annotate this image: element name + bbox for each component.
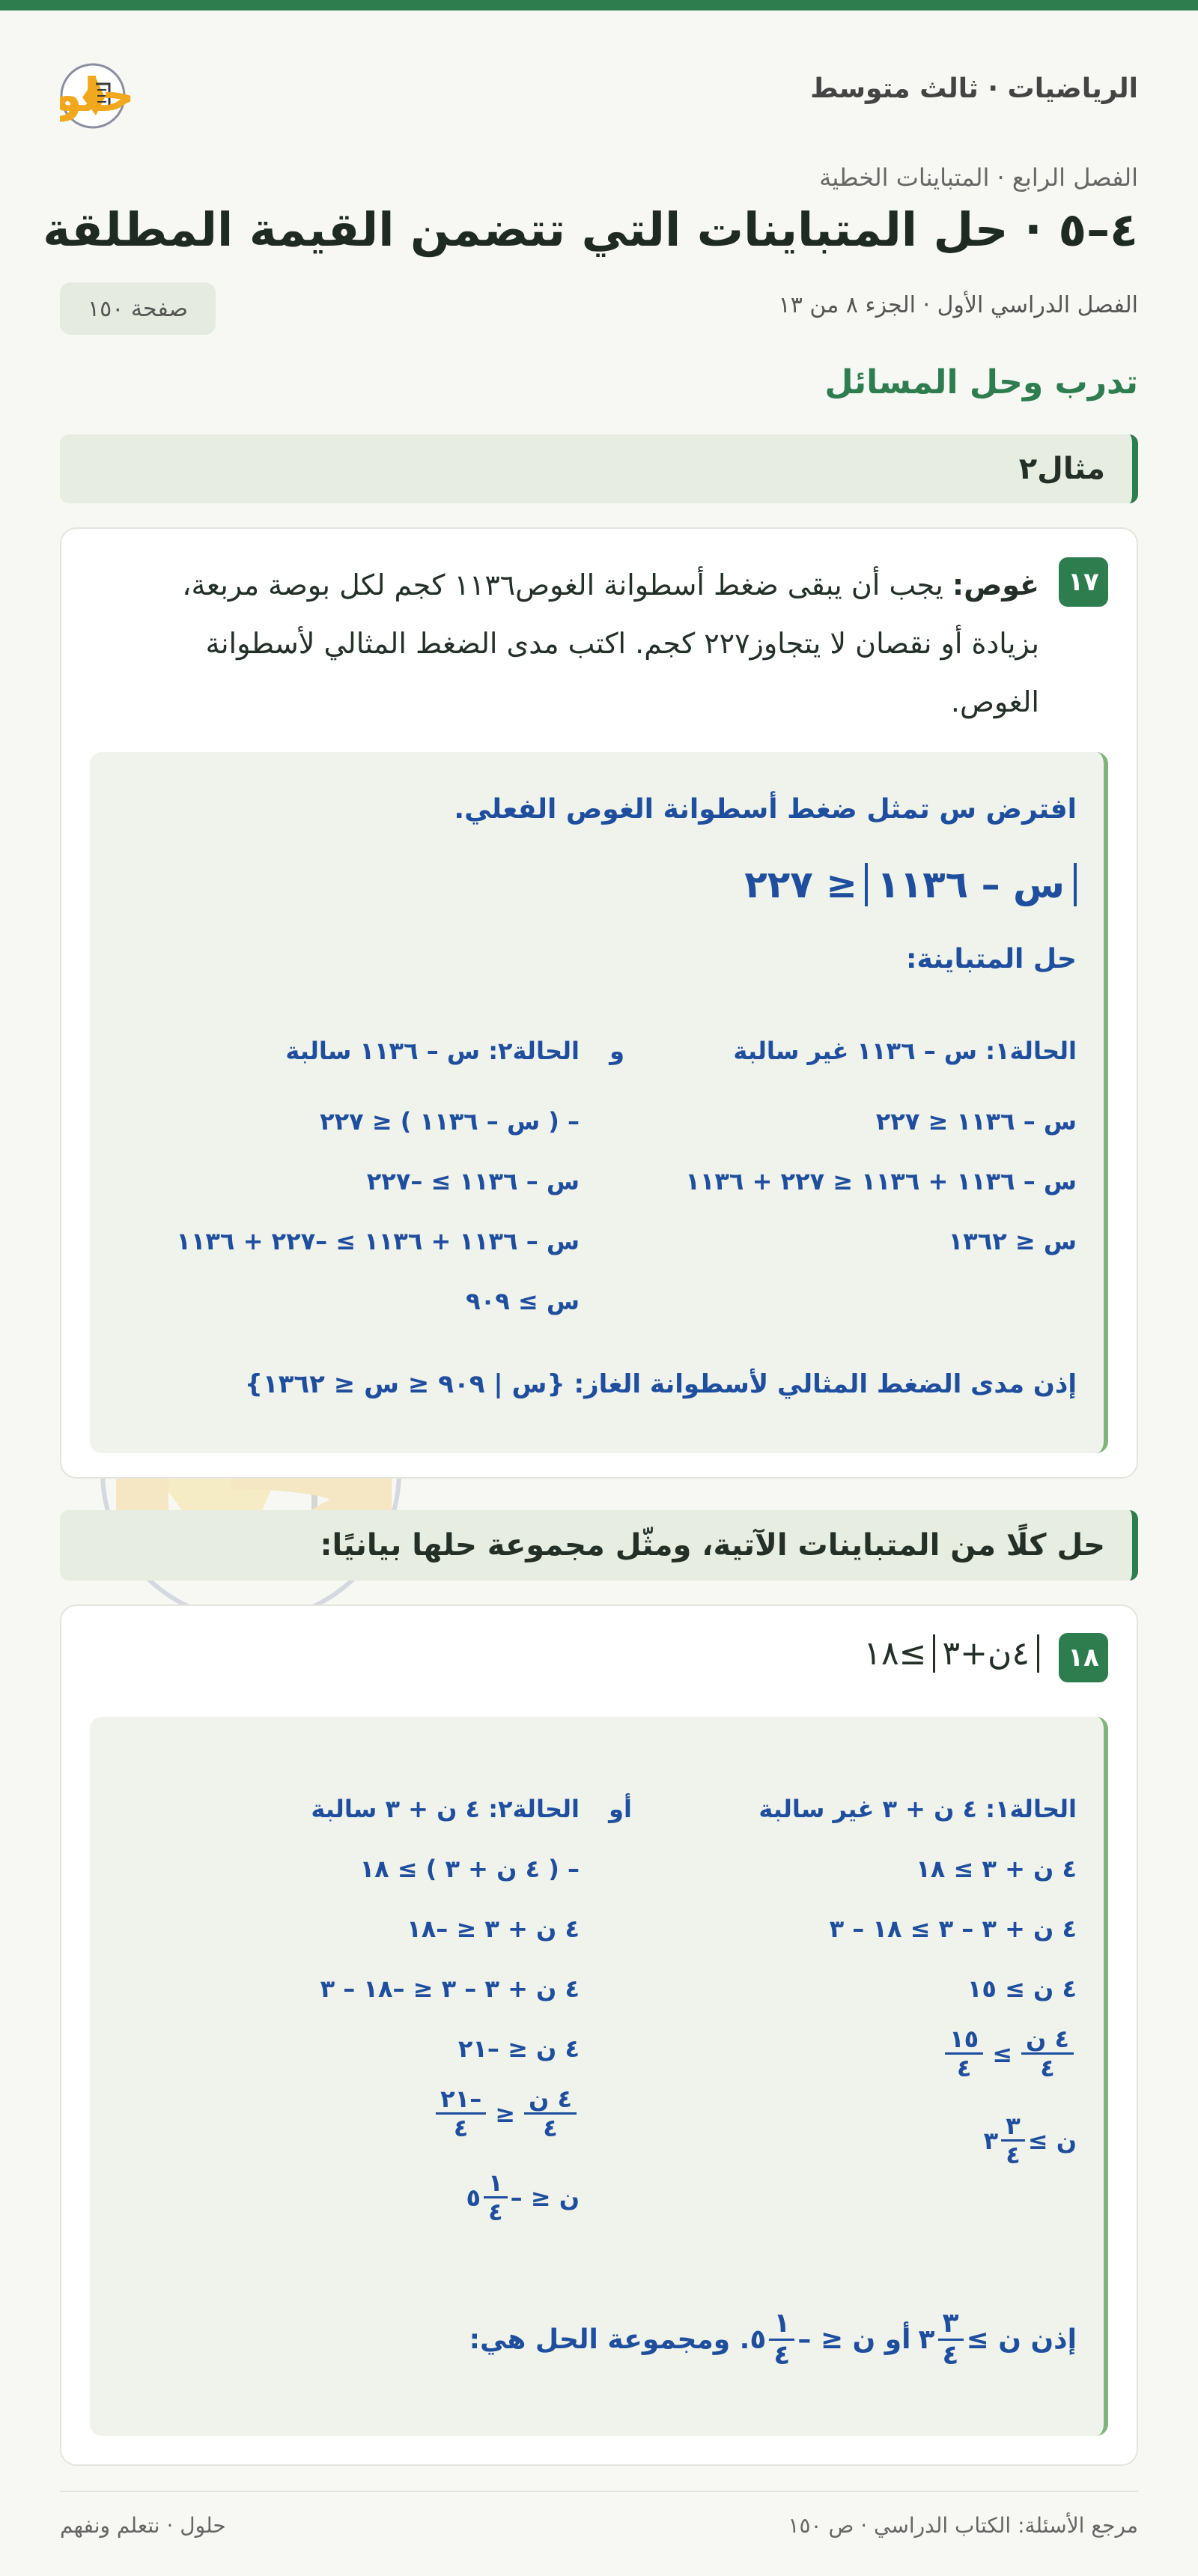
question-line-1: يجب أن يبقى ضغط أسطوانة الغوص١١٣٦ كجم لكل بوصة مربعة،: [182, 569, 943, 601]
case-1-title: الحالة١: س – ١١٣٦ غير سالبة: [733, 1037, 1077, 1065]
part-meta: الفصل الدراسي الأول · الجزء ٨ من ١٣: [778, 292, 1138, 318]
conclusion-18: إذن ن ≥ $\frac{٣}{٤}$ ٣ أو ن ≤ – $\frac{١}{٤}$ ٥ . ومجموعة الحل هي:: [469, 2308, 1077, 2371]
case-1-step: س ≤ ١٣٦٢: [948, 1227, 1077, 1255]
case-2-title: الحالة٢: ٤ ن + ٣ سالبة: [311, 1795, 580, 1823]
case-2-step: – ( ٤ ن + ٣ ) ≥ ١٨: [359, 1855, 580, 1883]
logo-mark-icon: [60, 58, 270, 133]
case-2-step: ٤ ن ≤ –٢١: [457, 2034, 580, 2063]
inequality-rhs: ≥١٨: [863, 1634, 927, 1673]
case-2-step: – ( س – ١١٣٦ ) ≤ ٢٢٧: [320, 1107, 580, 1136]
question-card-18: [60, 1604, 1138, 2466]
case-1-step: س – ١١٣٦ + ١١٣٦ ≤ ٢٢٧ + ١١٣٦: [685, 1167, 1077, 1195]
question-line-2: بزيادة أو نقصان لا يتجاوز٢٢٧ كجم. اكتب مدى الضغط المثالي لأسطوانة: [205, 627, 1039, 660]
absolute-value-expression: س – ١١٣٦: [865, 863, 1077, 906]
case-1-step: ٤ ن + ٣ ≥ ١٨: [916, 1855, 1077, 1883]
case-1-step: ٤ ن ≥ ١٥: [967, 1975, 1077, 2003]
example-label: مثال٢: [1018, 452, 1105, 486]
case-2-final: ن ≤ – $\frac{١}{٤}$ ٥: [466, 2169, 580, 2226]
instruction-text: حل كلًا من المتباينات الآتية، ومثّل مجموعة حلها بيانيًا:: [320, 1528, 1105, 1563]
subject-label: الرياضيات · ثالث متوسط: [810, 73, 1138, 104]
absolute-value-expression: ٤ن+٣: [933, 1634, 1039, 1673]
case-1-step: س – ١١٣٦ ≤ ٢٢٧: [875, 1107, 1077, 1136]
conclusion-17: إذن مدى الضغط المثالي لأسطوانة الغاز: {س | ٩٠٩ ≤ س ≤ ١٣٦٢}: [244, 1369, 1077, 1399]
svg-text:حلول: حلو: [60, 67, 135, 122]
case-2-step: س – ١١٣٦ ≥ –٢٢٧: [366, 1167, 580, 1195]
case-2-fraction-step: $\frac{\text{٤ ن}}{٤}$ ≤ $\frac{-٢١}{٤}$: [433, 2085, 580, 2142]
top-accent-bar: [0, 0, 1198, 10]
section-heading: تدرب وحل المسائل: [824, 363, 1138, 401]
site-logo[interactable]: [60, 58, 270, 133]
example-bar: [60, 434, 1138, 503]
question-expression: [863, 1634, 1039, 1673]
case-1-fraction-step: $\frac{\text{٤ ن}}{٤}$ ≥ $\frac{١٥}{٤}$: [942, 2025, 1077, 2082]
assumption-text: افترض س تمثل ضغط أسطوانة الغوص الفعلي.: [454, 794, 1077, 825]
question-card-17: [60, 527, 1138, 1479]
question-number-badge: ١٧: [1059, 557, 1108, 607]
case-2-step: ٤ ن + ٣ – ٣ ≤ –١٨ – ٣: [320, 1975, 580, 2003]
solution-box: [90, 752, 1108, 1453]
footer-source: مرجع الأسئلة: الكتاب الدراسي · ص ١٥٠: [788, 2513, 1138, 2538]
case-2-step: س – ١١٣٦ + ١١٣٦ ≥ –٢٢٧ + ١١٣٦: [176, 1227, 580, 1255]
breadcrumb[interactable]: الفصل الرابع · المتباينات الخطية: [819, 163, 1138, 192]
case-2-step: ٤ ن + ٣ ≤ –١٨: [407, 1915, 580, 1943]
case-1-title: الحالة١: ٤ ن + ٣ غير سالبة: [758, 1795, 1077, 1823]
question-number-badge: ١٨: [1059, 1633, 1108, 1682]
case-connector: أو: [609, 1795, 632, 1823]
inequality-rhs: ≤ ٢٢٧: [744, 863, 858, 906]
footer-divider: [60, 2491, 1138, 2492]
main-inequality: [744, 863, 1077, 906]
case-1-final: ن ≥ $\frac{٣}{٤}$ ٣: [983, 2112, 1077, 2169]
question-topic: غوص:: [952, 569, 1039, 601]
question-line-3: الغوص.: [950, 685, 1039, 718]
solve-label: حل المتباينة:: [906, 944, 1077, 975]
solution-box: [90, 1717, 1108, 2436]
page-title: ٤–٥ · حل المتباينات التي تتضمن القيمة المطلقة: [43, 202, 1138, 257]
case-2-step: س ≥ ٩٠٩: [466, 1287, 580, 1315]
case-connector: و: [609, 1037, 624, 1065]
footer-tagline: حلول · نتعلم ونفهم: [60, 2513, 226, 2538]
question-text: [151, 556, 1039, 731]
case-2-title: الحالة٢: س – ١١٣٦ سالبة: [285, 1037, 580, 1065]
page-number-badge: صفحة ١٥٠: [60, 282, 216, 335]
instruction-bar: [60, 1510, 1138, 1581]
case-1-step: ٤ ن + ٣ – ٣ ≥ ١٨ – ٣: [829, 1915, 1077, 1943]
site-header: [60, 45, 1138, 150]
